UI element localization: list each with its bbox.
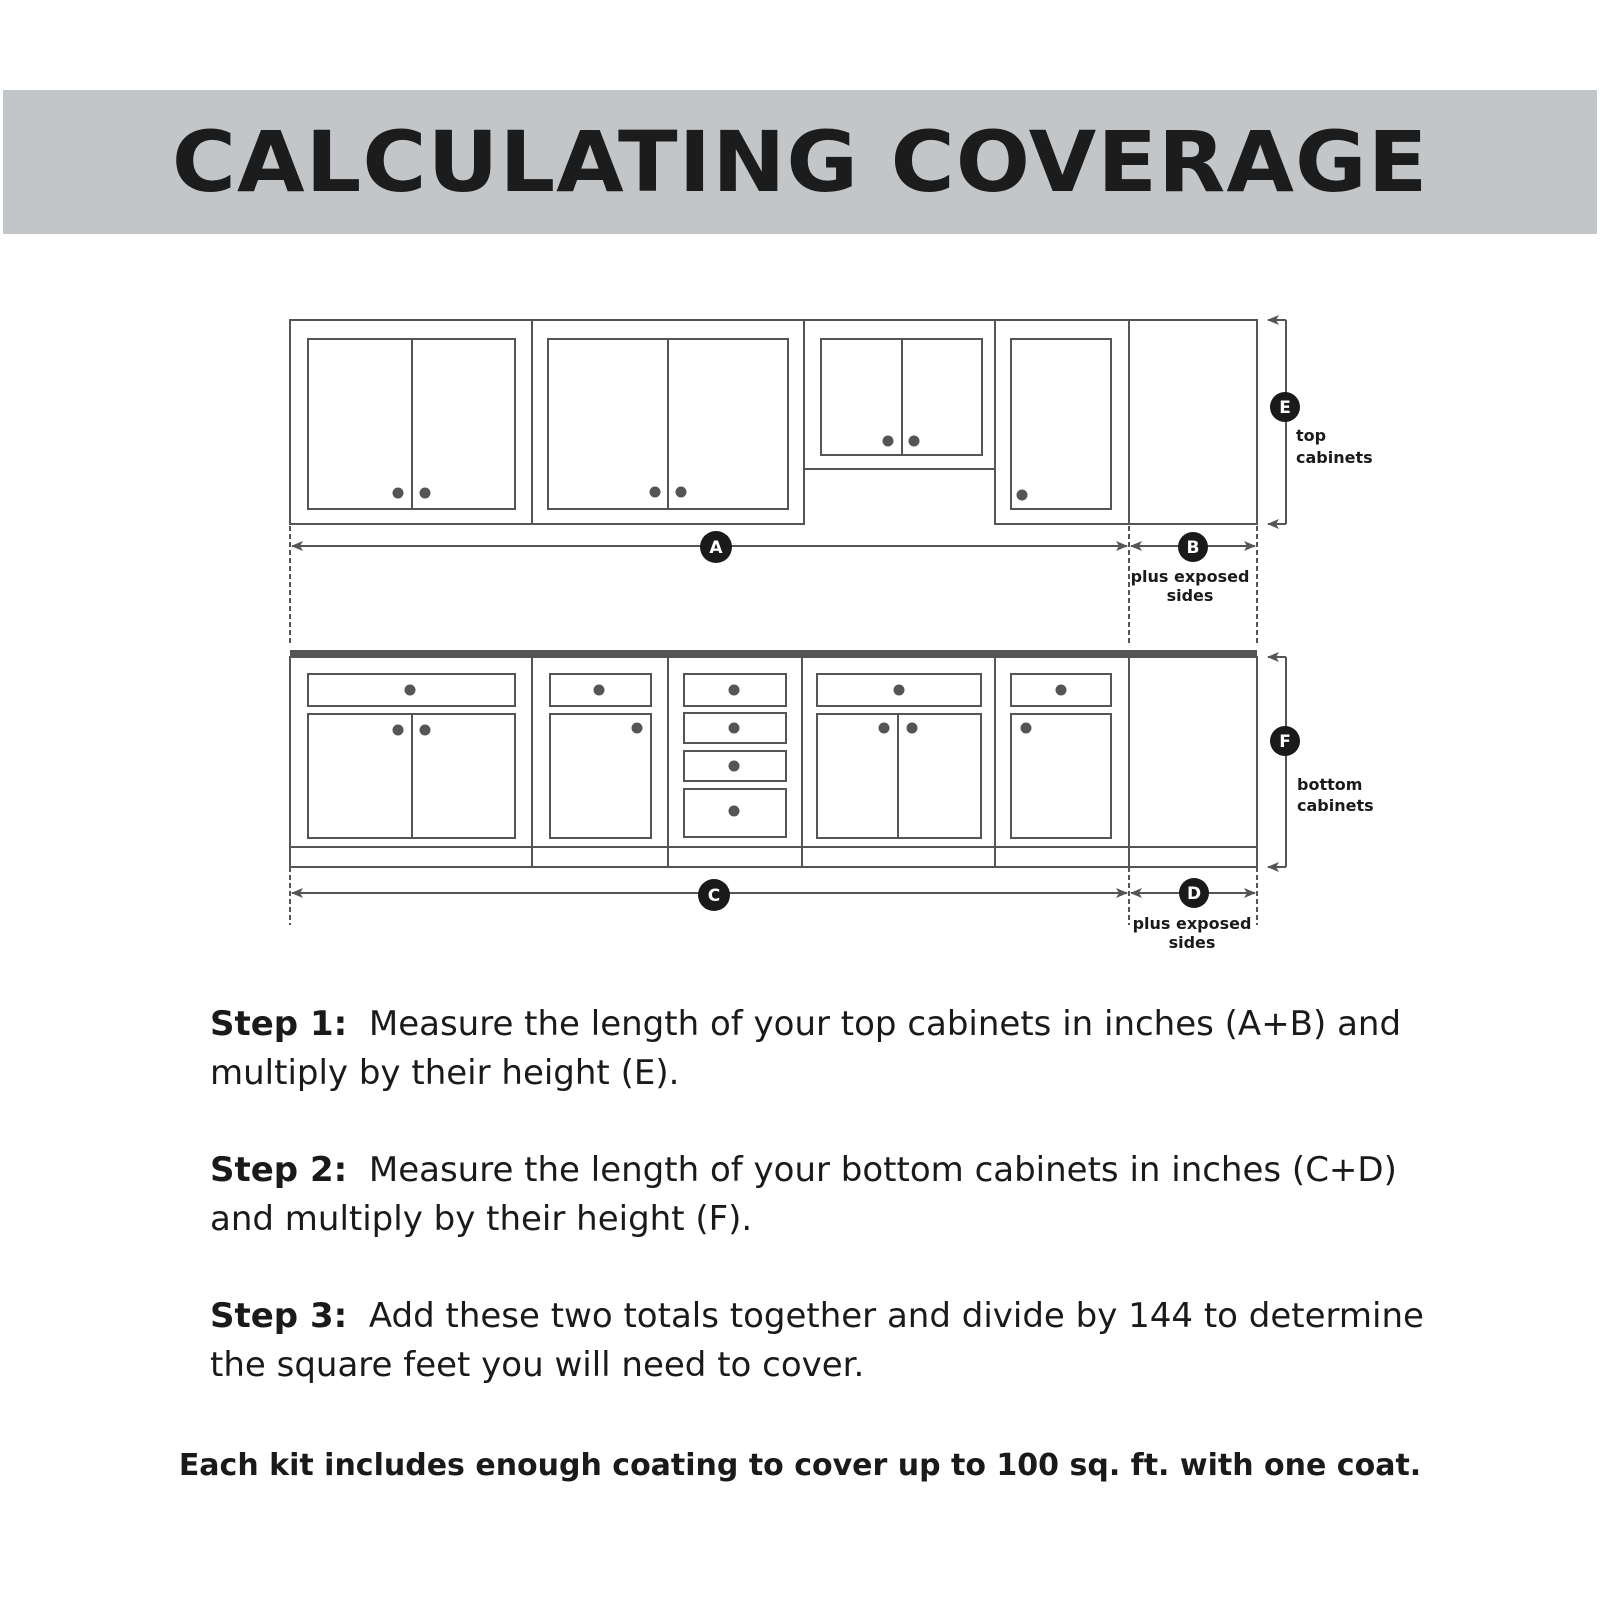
d-caption-line1: plus exposed	[1132, 914, 1252, 933]
badge-d	[1179, 878, 1209, 908]
e-caption-line2: cabinets	[1296, 448, 1373, 467]
step-text: Add these two totals together and divide by 144 to determine the square feet you will need to cover.	[210, 1296, 1424, 1385]
step-text: Measure the length of your bottom cabinets in inches (C+D) and multiply by their height (F).	[210, 1150, 1397, 1239]
svg-text:A: A	[709, 538, 723, 558]
b-caption-line1: plus exposed	[1130, 567, 1250, 586]
badge-c	[698, 879, 730, 911]
e-caption-line1: top	[1296, 426, 1327, 445]
page-title: CALCULATING COVERAGE	[171, 113, 1429, 211]
countertop	[290, 650, 1257, 657]
svg-text:B: B	[1186, 538, 1200, 558]
top-cabinets	[290, 320, 1257, 524]
step-2	[210, 1146, 1450, 1244]
dimension-f	[1268, 657, 1286, 867]
svg-text:E: E	[1279, 398, 1291, 418]
dimension-a-b	[290, 526, 1257, 645]
step-3	[210, 1292, 1450, 1390]
svg-text:C: C	[707, 886, 721, 906]
f-caption-line1: bottom	[1297, 775, 1363, 794]
d-caption-line2: sides	[1168, 933, 1216, 952]
badge-f	[1270, 726, 1300, 756]
steps-list	[210, 1000, 1450, 1438]
bottom-cabinets	[290, 657, 1257, 867]
step-label: Step 3:	[210, 1296, 348, 1336]
dimension-c-d	[290, 867, 1257, 925]
step-text: Measure the length of your top cabinets in inches (A+B) and multiply by their height (E).	[210, 1004, 1402, 1093]
dimension-e	[1268, 320, 1286, 524]
svg-text:D: D	[1186, 884, 1202, 904]
coverage-note: Each kit includes enough coating to cover up to 100 sq. ft. with one coat.	[178, 1448, 1422, 1483]
step-label: Step 2:	[210, 1150, 348, 1190]
step-label: Step 1:	[210, 1004, 348, 1044]
f-caption-line2: cabinets	[1297, 796, 1374, 815]
badge-e	[1270, 392, 1300, 422]
step-1	[210, 1000, 1450, 1098]
svg-text:F: F	[1279, 732, 1291, 752]
badge-a	[700, 531, 732, 563]
badge-b	[1178, 532, 1208, 562]
b-caption-line2: sides	[1166, 586, 1214, 605]
